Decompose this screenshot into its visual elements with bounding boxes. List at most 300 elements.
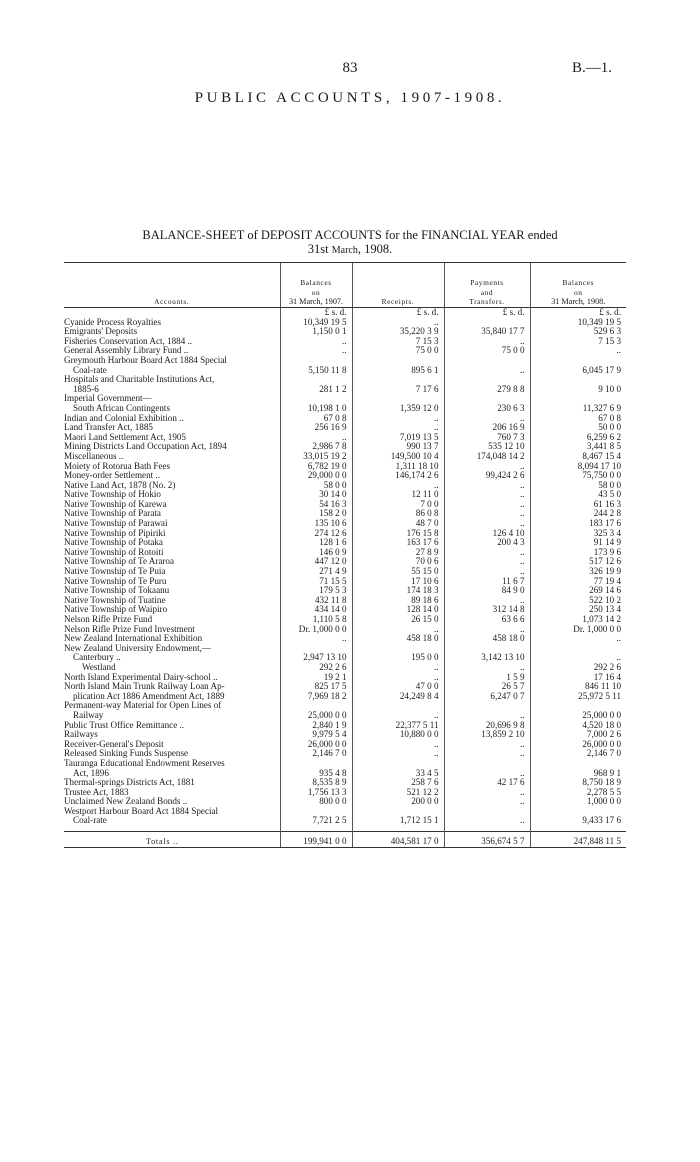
col-header-accounts: Accounts. — [64, 263, 280, 308]
document-reference: B.—1. — [571, 60, 612, 76]
amount-b08 — [530, 701, 626, 711]
amount-b07: 7,969 18 2 — [280, 692, 352, 702]
account-name: General Assembly Library Fund .. — [64, 346, 189, 356]
amount-rec: .. — [352, 740, 444, 750]
amount-pay: .. — [444, 567, 530, 577]
amount-b07: .. — [280, 433, 352, 443]
amount-pay: 206 16 9 — [444, 423, 530, 433]
amount-b07: 146 0 9 — [280, 548, 352, 558]
amount-b08: 183 17 6 — [530, 519, 626, 529]
table-row — [64, 375, 626, 385]
total-receipts: 404,581 17 0 — [352, 832, 444, 848]
total-balances-1908: 247,848 11 5 — [530, 832, 626, 848]
amount-rec: 27 8 9 — [352, 548, 444, 558]
page-number: 83 — [342, 60, 358, 76]
account-name: Westland — [82, 662, 116, 672]
amount-b08: 2,278 5 5 — [530, 788, 626, 798]
amount-b08: 269 14 6 — [530, 586, 626, 596]
account-name: Imperial Government— — [64, 394, 152, 404]
amount-b08: 75,750 0 0 — [530, 471, 626, 481]
totals-row — [64, 832, 626, 848]
table-header — [64, 263, 626, 308]
table-row — [64, 548, 626, 558]
account-name: Miscellaneous .. — [64, 451, 124, 461]
col-header-balances-1908: Balances on 31 March, 1908. — [530, 263, 626, 308]
amount-pay: 1 5 9 — [444, 673, 530, 683]
amount-rec — [352, 356, 444, 366]
amount-b07 — [280, 394, 352, 404]
amount-rec: 12 11 0 — [352, 490, 444, 500]
account-name: Public Trust Office Remittance .. — [64, 720, 185, 730]
amount-pay: .. — [444, 519, 530, 529]
amount-b08 — [530, 807, 626, 817]
amount-b07: 1,110 5 8 — [280, 615, 352, 625]
amount-pay: 63 6 6 — [444, 615, 530, 625]
amount-pay: .. — [444, 711, 530, 721]
amount-b07: 158 2 0 — [280, 509, 352, 519]
amount-b07: 274 12 6 — [280, 529, 352, 539]
amount-pay: 535 12 10 — [444, 442, 530, 452]
table-row — [64, 481, 626, 491]
table-row — [64, 327, 626, 337]
table-row — [64, 788, 626, 798]
table-row — [64, 634, 626, 644]
account-name: North Island Experimental Dairy-school .. — [64, 672, 218, 682]
amount-rec: 146,174 2 6 — [352, 471, 444, 481]
amount-pay: .. — [444, 490, 530, 500]
total-balances-1907: 199,941 0 0 — [280, 832, 352, 848]
amount-b07: 26,000 0 0 — [280, 740, 352, 750]
amount-rec: 990 13 7 — [352, 442, 444, 452]
amount-b07: .. — [280, 337, 352, 347]
amount-pay: .. — [444, 557, 530, 567]
account-name: Greymouth Harbour Board Act 1884 Special — [64, 355, 227, 365]
amount-rec: 17 10 6 — [352, 577, 444, 587]
amount-b08: 67 0 8 — [530, 414, 626, 424]
amount-pay: .. — [444, 788, 530, 798]
account-name: Permanent-way Material for Open Lines of — [64, 701, 222, 711]
amount-rec: .. — [352, 318, 444, 328]
amount-b08: 11,327 6 9 — [530, 404, 626, 414]
account-name: plication Act 1886 Amendment Act, 1889 — [73, 691, 225, 701]
amount-b08: 17 16 4 — [530, 673, 626, 683]
amount-rec: .. — [352, 673, 444, 683]
amount-b08: 4,520 18 0 — [530, 721, 626, 731]
amount-rec: 47 0 0 — [352, 682, 444, 692]
amount-pay: .. — [444, 625, 530, 635]
table-row — [64, 816, 626, 826]
amount-b07: 2,947 13 10 — [280, 653, 352, 663]
amount-b07: .. — [280, 346, 352, 356]
amount-b08: 9 10 0 — [530, 385, 626, 395]
table-row — [64, 721, 626, 731]
amount-b08 — [530, 644, 626, 654]
amount-pay: .. — [444, 481, 530, 491]
amount-rec: 70 0 6 — [352, 557, 444, 567]
amount-b07: 128 1 6 — [280, 538, 352, 548]
amount-rec: .. — [352, 711, 444, 721]
amount-b08 — [530, 394, 626, 404]
amount-b08: 10,349 19 5 — [530, 318, 626, 328]
account-name: Indian and Colonial Exhibition .. — [64, 413, 184, 423]
account-name: Emigrants' Deposits — [64, 327, 138, 337]
amount-b08: 8,750 18 9 — [530, 778, 626, 788]
amount-rec: .. — [352, 481, 444, 491]
account-name: Unclaimed New Zealand Bonds .. — [64, 797, 188, 807]
amount-b07: 935 4 8 — [280, 769, 352, 779]
amount-b08: 50 0 0 — [530, 423, 626, 433]
amount-rec: 128 14 0 — [352, 605, 444, 615]
amount-b07: 256 16 9 — [280, 423, 352, 433]
account-name: Tauranga Educational Endowment Reserves — [64, 758, 225, 768]
table-body — [64, 308, 626, 827]
table-row — [64, 557, 626, 567]
amount-pay: 279 8 8 — [444, 385, 530, 395]
amount-pay: 84 9 0 — [444, 586, 530, 596]
amount-pay: 26 5 7 — [444, 682, 530, 692]
table-row — [64, 423, 626, 433]
account-name: South African Contingents — [73, 403, 170, 413]
amount-pay: 126 4 10 — [444, 529, 530, 539]
amount-rec: 176 15 8 — [352, 529, 444, 539]
amount-pay: 230 6 3 — [444, 404, 530, 414]
table-row — [64, 797, 626, 807]
currency-symbols: £ s. d. — [444, 308, 530, 318]
table-row — [64, 673, 626, 683]
table-row — [64, 433, 626, 443]
amount-pay: .. — [444, 337, 530, 347]
account-name: Native Township of Pipiriki — [64, 528, 166, 538]
amount-b07: 281 1 2 — [280, 385, 352, 395]
col-header-balances-1907: Balances on 31 March, 1907. — [280, 263, 352, 308]
account-name: Railway — [73, 710, 104, 720]
account-name: Native Township of Parawai — [64, 519, 168, 529]
amount-b08: 77 19 4 — [530, 577, 626, 587]
amount-b07: 8,535 8 9 — [280, 778, 352, 788]
table-row — [64, 519, 626, 529]
account-name: Canterbury .. — [73, 653, 121, 663]
account-name: Act, 1896 — [73, 768, 109, 778]
amount-b08: 91 14 9 — [530, 538, 626, 548]
amount-b07: 30 14 0 — [280, 490, 352, 500]
amount-pay — [444, 644, 530, 654]
amount-rec: 200 0 0 — [352, 797, 444, 807]
amount-b08: 25,972 5 11 — [530, 692, 626, 702]
amount-pay: 312 14 8 — [444, 605, 530, 615]
account-name: Maori Land Settlement Act, 1905 — [64, 432, 186, 442]
amount-pay — [444, 807, 530, 817]
amount-rec: 22,377 5 11 — [352, 721, 444, 731]
amount-rec — [352, 759, 444, 769]
amount-b08: .. — [530, 634, 626, 644]
account-name: Native Land Act, 1878 (No. 2) — [64, 480, 176, 490]
amount-b07: 10,198 1 0 — [280, 404, 352, 414]
amount-b07: 9,979 5 4 — [280, 730, 352, 740]
amount-pay: 6,247 0 7 — [444, 692, 530, 702]
amount-rec: .. — [352, 414, 444, 424]
table-row — [64, 337, 626, 347]
table-row — [64, 759, 626, 769]
amount-pay — [444, 701, 530, 711]
table-row — [64, 577, 626, 587]
amount-rec: 163 17 6 — [352, 538, 444, 548]
table-row — [64, 711, 626, 721]
table-row — [64, 462, 626, 472]
account-name: Native Township of Hokio — [64, 490, 161, 500]
amount-b08: 61 16 3 — [530, 500, 626, 510]
amount-rec: 55 15 0 — [352, 567, 444, 577]
amount-b07: 434 14 0 — [280, 605, 352, 615]
currency-row — [64, 308, 626, 318]
amount-b08: 1,000 0 0 — [530, 797, 626, 807]
amount-b07: 447 12 0 — [280, 557, 352, 567]
account-name: Receiver-General's Deposit — [64, 739, 164, 749]
amount-b08: 517 12 6 — [530, 557, 626, 567]
account-name: Hospitals and Charitable Institutions Act, — [64, 375, 215, 385]
amount-b08: 6,259 6 2 — [530, 433, 626, 443]
amount-pay: .. — [444, 663, 530, 673]
account-name: Released Sinking Funds Suspense — [64, 749, 189, 759]
amount-pay: .. — [444, 414, 530, 424]
amount-pay: .. — [444, 740, 530, 750]
amount-rec: .. — [352, 749, 444, 759]
amount-b07: 179 5 3 — [280, 586, 352, 596]
account-name: Native Township of Te Araroa — [64, 557, 175, 567]
amount-rec: 35,220 3 9 — [352, 327, 444, 337]
amount-rec: 89 18 6 — [352, 596, 444, 606]
account-name: North Island Main Trunk Railway Loan Ap- — [64, 682, 225, 692]
amount-b08: 7,000 2 6 — [530, 730, 626, 740]
amount-pay: .. — [444, 769, 530, 779]
page-title — [80, 228, 620, 258]
amount-b08: 325 3 4 — [530, 529, 626, 539]
account-name: Native Township of Tokaanu — [64, 586, 170, 596]
amount-rec: 174 18 3 — [352, 586, 444, 596]
amount-b07 — [280, 807, 352, 817]
amount-pay: .. — [444, 366, 530, 376]
table-row — [64, 452, 626, 462]
amount-b08: 6,045 17 9 — [530, 366, 626, 376]
table-row — [64, 701, 626, 711]
amount-b07 — [280, 375, 352, 385]
table-row — [64, 490, 626, 500]
amount-rec: 7 15 3 — [352, 337, 444, 347]
table-row — [64, 807, 626, 817]
amount-rec — [352, 701, 444, 711]
amount-pay — [444, 394, 530, 404]
amount-b07: 292 2 6 — [280, 663, 352, 673]
account-name: Native Township of Te Puru — [64, 576, 167, 586]
amount-pay: .. — [444, 462, 530, 472]
table-row — [64, 586, 626, 596]
table-row — [64, 769, 626, 779]
amount-rec — [352, 375, 444, 385]
amount-b07: 1,756 13 3 — [280, 788, 352, 798]
amount-b08: .. — [530, 653, 626, 663]
amount-b08 — [530, 356, 626, 366]
amount-pay: .. — [444, 548, 530, 558]
account-name: Westport Harbour Board Act 1884 Special — [64, 806, 219, 816]
amount-pay — [444, 759, 530, 769]
table-row — [64, 394, 626, 404]
amount-rec: 10,880 0 0 — [352, 730, 444, 740]
amount-rec: 7 0 0 — [352, 500, 444, 510]
amount-b07 — [280, 701, 352, 711]
amount-rec: 149,500 10 4 — [352, 452, 444, 462]
currency-symbols: £ s. d. — [352, 308, 444, 318]
amount-rec: 86 0 8 — [352, 509, 444, 519]
account-name: New Zealand International Exhibition — [64, 634, 203, 644]
amount-pay: 35,840 17 7 — [444, 327, 530, 337]
table-row — [64, 644, 626, 654]
amount-pay — [444, 318, 530, 328]
amount-b07: 800 0 0 — [280, 797, 352, 807]
account-name: Money-order Settlement .. — [64, 471, 160, 481]
amount-b07: 432 11 8 — [280, 596, 352, 606]
table-row — [64, 500, 626, 510]
table-row — [64, 538, 626, 548]
currency-symbols: £ s. d. — [530, 308, 626, 318]
amount-b08: 25,000 0 0 — [530, 711, 626, 721]
title-line-1: BALANCE-SHEET of DEPOSIT ACCOUNTS for the FINANCIAL YEAR ended — [142, 228, 558, 242]
amount-rec: 33 4 5 — [352, 769, 444, 779]
account-name: Land Transfer Act, 1885 — [64, 423, 153, 433]
amount-rec — [352, 644, 444, 654]
table-row — [64, 778, 626, 788]
amount-pay — [444, 375, 530, 385]
amount-b07: 7,721 2 5 — [280, 816, 352, 826]
amount-pay: .. — [444, 797, 530, 807]
table-row — [64, 692, 626, 702]
amount-pay: 458 18 0 — [444, 634, 530, 644]
amount-pay: 200 4 3 — [444, 538, 530, 548]
amount-rec: .. — [352, 423, 444, 433]
table-row — [64, 356, 626, 366]
table-row — [64, 414, 626, 424]
amount-pay: .. — [444, 500, 530, 510]
amount-b08: 250 13 4 — [530, 605, 626, 615]
amount-pay: 99,424 2 6 — [444, 471, 530, 481]
amount-b07: 10,349 19 5 — [280, 318, 352, 328]
amount-pay: 42 17 6 — [444, 778, 530, 788]
amount-b07: 25,000 0 0 — [280, 711, 352, 721]
table-row — [64, 442, 626, 452]
amount-b07: 2,146 7 0 — [280, 749, 352, 759]
table-row — [64, 404, 626, 414]
amount-rec: 1,359 12 0 — [352, 404, 444, 414]
account-name: Native Township of Karewa — [64, 499, 167, 509]
amount-b08: 529 6 3 — [530, 327, 626, 337]
amount-rec: 7 17 6 — [352, 385, 444, 395]
amount-b07: 33,015 19 2 — [280, 452, 352, 462]
amount-b07: 2,986 7 8 — [280, 442, 352, 452]
amount-rec: 7,019 13 5 — [352, 433, 444, 443]
amount-pay: .. — [444, 816, 530, 826]
amount-b07: 825 17 5 — [280, 682, 352, 692]
table-row — [64, 471, 626, 481]
amount-rec: 895 6 1 — [352, 366, 444, 376]
amount-b08: 7 15 3 — [530, 337, 626, 347]
account-name: Native Township of Potaka — [64, 538, 163, 548]
amount-b08 — [530, 375, 626, 385]
amount-rec: 458 18 0 — [352, 634, 444, 644]
account-name: Thermal-springs Districts Act, 1881 — [64, 778, 195, 788]
table-row — [64, 385, 626, 395]
amount-b07: 19 2 1 — [280, 673, 352, 683]
account-name: Native Township of Parata — [64, 509, 161, 519]
amount-b08: 522 10 2 — [530, 596, 626, 606]
amount-b07: 29,000 0 0 — [280, 471, 352, 481]
table-row — [64, 567, 626, 577]
table-row — [64, 318, 626, 328]
account-name: Coal-rate — [73, 365, 107, 375]
total-payments: 356,674 5 7 — [444, 832, 530, 848]
currency-symbols: £ s. d. — [280, 308, 352, 318]
table-row — [64, 366, 626, 376]
amount-rec: 26 15 0 — [352, 615, 444, 625]
amount-b07: 6,782 19 0 — [280, 462, 352, 472]
amount-pay: 11 6 7 — [444, 577, 530, 587]
table-row — [64, 730, 626, 740]
amount-b07: 271 4 9 — [280, 567, 352, 577]
account-name: Cyanide Process Royalties — [64, 317, 161, 327]
balance-sheet-table — [64, 262, 626, 848]
amount-b07: .. — [280, 634, 352, 644]
account-name: Railways — [64, 730, 98, 740]
amount-rec: 195 0 0 — [352, 653, 444, 663]
amount-rec: 521 12 2 — [352, 788, 444, 798]
amount-rec: .. — [352, 625, 444, 635]
totals-label: Totals .. — [64, 832, 280, 848]
amount-b08: 968 9 1 — [530, 769, 626, 779]
amount-rec — [352, 394, 444, 404]
amount-b08: 173 9 6 — [530, 548, 626, 558]
amount-b07: 58 0 0 — [280, 481, 352, 491]
account-name: Coal-rate — [73, 816, 107, 826]
amount-b08: 2,146 7 0 — [530, 749, 626, 759]
amount-b08: 3,441 8 5 — [530, 442, 626, 452]
amount-b08: 8,094 17 10 — [530, 462, 626, 472]
account-name: Native Township of Waipiro — [64, 605, 168, 615]
table-row — [64, 615, 626, 625]
table-row — [64, 529, 626, 539]
amount-rec — [352, 807, 444, 817]
amount-pay: .. — [444, 509, 530, 519]
amount-rec: 258 7 6 — [352, 778, 444, 788]
account-name: 1885-6 — [73, 384, 99, 394]
amount-b08: 26,000 0 0 — [530, 740, 626, 750]
amount-rec: 1,311 18 10 — [352, 462, 444, 472]
table-row — [64, 682, 626, 692]
amount-rec: 48 7 0 — [352, 519, 444, 529]
amount-b07: Dr. 1,000 0 0 — [280, 625, 352, 635]
amount-b07: 5,150 11 8 — [280, 366, 352, 376]
amount-rec: 1,712 15 1 — [352, 816, 444, 826]
table-row — [64, 749, 626, 759]
amount-b08: 9,433 17 6 — [530, 816, 626, 826]
running-head: PUBLIC ACCOUNTS, 1907-1908. — [194, 90, 506, 106]
amount-b07 — [280, 356, 352, 366]
account-name: Fisheries Conservation Act, 1884 .. — [64, 336, 193, 346]
amount-b07: 135 10 6 — [280, 519, 352, 529]
col-header-receipts: Receipts. — [352, 263, 444, 308]
amount-pay: .. — [444, 596, 530, 606]
amount-b07 — [280, 644, 352, 654]
account-name: Native Township of Rotoiti — [64, 547, 164, 557]
amount-pay: 3,142 13 10 — [444, 653, 530, 663]
amount-b08: 43 5 0 — [530, 490, 626, 500]
amount-b08: .. — [530, 346, 626, 356]
